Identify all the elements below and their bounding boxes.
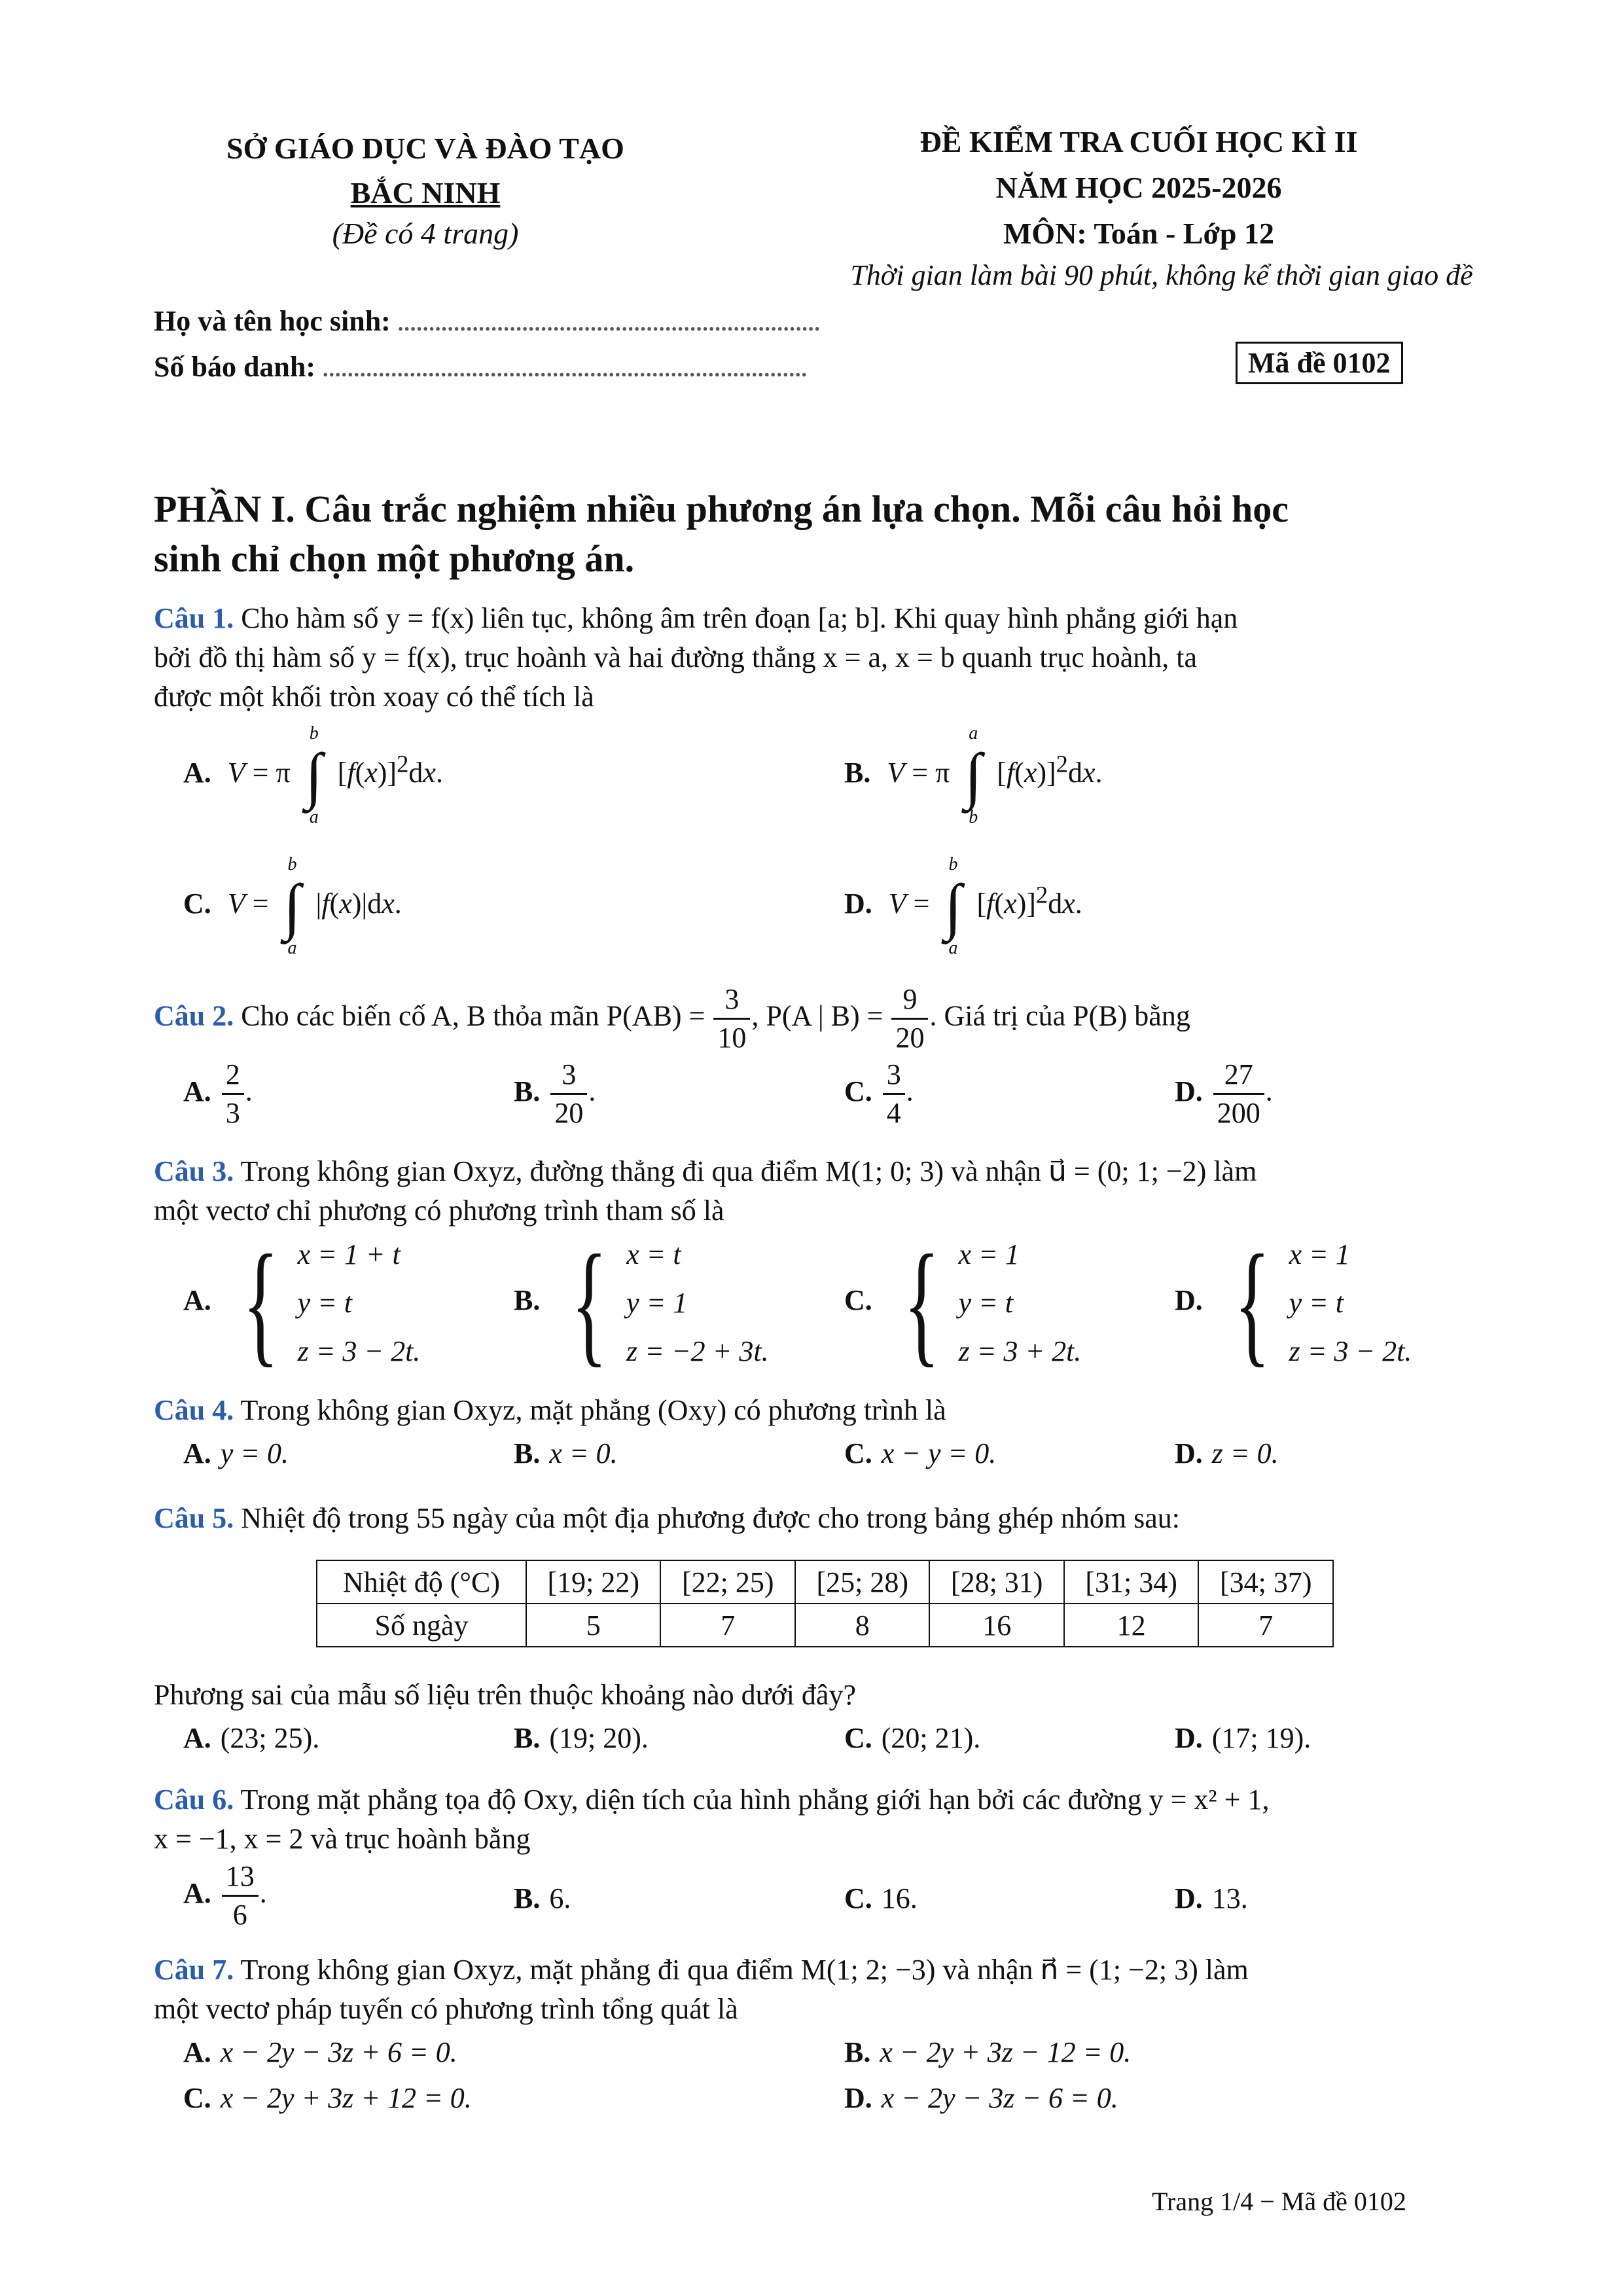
option-letter: C.	[844, 1284, 872, 1317]
q7-label: Câu 7.	[154, 1954, 234, 1986]
equation-row: x = t	[626, 1238, 681, 1270]
q5-label: Câu 5.	[154, 1502, 234, 1534]
q6-line1: Trong mặt phẳng tọa độ Oxy, diện tích của hình phẳng giới hạn bởi các đường y = x² + 1,	[240, 1784, 1270, 1816]
page-count-note: (Đề có 4 trang)	[332, 217, 519, 250]
q4-label: Câu 4.	[154, 1394, 234, 1426]
option-letter: B.	[844, 2036, 871, 2068]
q4-option-c[interactable]	[844, 1437, 996, 1470]
student-name-label: Họ và tên học sinh:	[154, 305, 391, 337]
option-letter: A.	[183, 1722, 211, 1754]
q7-option-b[interactable]	[844, 2036, 1131, 2069]
fraction	[222, 1060, 244, 1128]
option-text: 13.	[1211, 1882, 1248, 1914]
q7-line2: một vectơ pháp tuyến có phương trình tổng quát là	[154, 1993, 738, 2025]
numerator: 27	[1213, 1060, 1264, 1095]
q2-option-b[interactable]: B. $\frac{3}{20}$ .	[514, 1058, 596, 1129]
q2-fraction-2	[891, 985, 928, 1052]
integral-icon: a ∫ b	[965, 723, 982, 827]
numerator: 3	[550, 1060, 587, 1095]
exam-title: ĐỀ KIỂM TRA CUỐI HỌC KÌ II	[919, 125, 1358, 158]
student-name-dots: ....................................................................	[397, 312, 821, 336]
brace-icon: {	[571, 1227, 608, 1379]
fraction	[1213, 1060, 1264, 1128]
q7-option-c[interactable]	[183, 2081, 472, 2115]
q3-line1: Trong không gian Oxyz, đường thẳng đi qua điểm M(1; 0; 3) và nhận u⃗ = (0; 1; −2) làm	[240, 1155, 1257, 1187]
numerator: 2	[222, 1060, 244, 1095]
q3-option-c[interactable]	[844, 1227, 1082, 1379]
exam-code-box: Mã đề 0102	[1236, 342, 1403, 384]
option-letter: B.	[514, 1722, 541, 1754]
q2-option-c[interactable]: C. $\frac{3}{4}$ .	[844, 1058, 914, 1129]
option-letter: A.	[183, 1876, 211, 1909]
table-cell: 16	[929, 1604, 1063, 1647]
page-footer: Trang 1/4 − Mã đề 0102	[1152, 2187, 1406, 2216]
q6-option-c[interactable]	[844, 1882, 918, 1915]
option-letter: A.	[183, 1437, 211, 1469]
denominator: 20	[895, 1022, 925, 1054]
option-text: (20; 21).	[881, 1722, 981, 1754]
q1-label: Câu 1.	[154, 602, 234, 634]
q6-label: Câu 6.	[154, 1784, 234, 1816]
denominator: 200	[1217, 1097, 1260, 1129]
q1-option-d[interactable]: D. V = b ∫ a $[f(x)]^2dx$.	[844, 854, 1082, 958]
fraction	[883, 1060, 905, 1128]
department-name: SỞ GIÁO DỤC VÀ ĐÀO TẠO	[226, 132, 624, 165]
integral-icon: b ∫ a	[283, 854, 301, 958]
equation-row: z = 3 − 2t.	[1289, 1335, 1412, 1367]
question-6	[154, 1780, 1269, 1859]
option-text: x − y = 0.	[881, 1437, 997, 1469]
option-letter: B.	[514, 1284, 541, 1317]
equation-row: z = 3 + 2t.	[958, 1335, 1082, 1367]
q7-option-d[interactable]	[844, 2081, 1118, 2115]
frequency-table	[316, 1560, 1334, 1647]
part1-title	[154, 484, 1528, 584]
equation-row: y = 1	[626, 1287, 688, 1319]
option-letter: A.	[183, 1284, 211, 1317]
numerator: 9	[891, 985, 928, 1020]
equation-system	[228, 1227, 421, 1379]
part1-title-line1: PHẦN I. Câu trắc nghiệm nhiều phương án lựa chọn. Mỗi câu hỏi học	[154, 488, 1289, 530]
option-letter: D.	[1175, 1075, 1203, 1107]
student-id-dots: ..............................................................................	[323, 357, 808, 382]
denominator: 20	[554, 1097, 584, 1129]
option-text: z = 0.	[1211, 1437, 1279, 1469]
option-text: y = 0.	[220, 1437, 289, 1469]
q2-text-a: Cho các biến cố A, B thỏa mãn P(AB) =	[241, 999, 705, 1032]
q1-line3: được một khối tròn xoay có thể tích là	[154, 681, 594, 713]
equation-row: z = −2 + 3t.	[626, 1335, 769, 1367]
q2-option-d[interactable]: D. $\frac{27}{200}$ .	[1175, 1058, 1273, 1129]
option-text: 6.	[549, 1882, 571, 1914]
q3-option-a[interactable]	[183, 1227, 421, 1379]
option-letter: A.	[183, 1075, 211, 1107]
q5-option-c[interactable]	[844, 1721, 980, 1755]
option-letter: B.	[514, 1075, 541, 1107]
student-id-label: Số báo danh:	[154, 351, 316, 383]
equation-row: y = t	[297, 1287, 353, 1319]
table-row	[317, 1604, 1333, 1647]
q3-label: Câu 3.	[154, 1155, 234, 1187]
denominator: 3	[225, 1097, 240, 1129]
fraction	[222, 1862, 259, 1929]
table-cell: Số ngày	[317, 1604, 526, 1647]
q6-line2: x = −1, x = 2 và trục hoành bằng	[154, 1823, 531, 1855]
option-text: (19; 20).	[549, 1722, 649, 1754]
equation-row: y = t	[958, 1287, 1014, 1319]
option-text: x − 2y + 3z − 12 = 0.	[880, 2036, 1132, 2068]
option-letter: C.	[844, 1722, 872, 1754]
q4-option-b[interactable]	[514, 1437, 618, 1470]
equation-system	[556, 1227, 769, 1379]
option-text: x − 2y − 3z − 6 = 0.	[881, 2082, 1118, 2114]
q2-option-a[interactable]: A. $\frac{2}{3}$ .	[183, 1058, 253, 1129]
question-1	[154, 599, 1238, 717]
option-letter: D.	[1175, 1437, 1203, 1469]
option-text: x − 2y − 3z + 6 = 0.	[220, 2036, 457, 2068]
q2-label: Câu 2.	[154, 999, 234, 1032]
student-name-row	[154, 304, 821, 338]
q4-option-d[interactable]	[1175, 1437, 1279, 1470]
integral-icon: b ∫ a	[944, 854, 962, 958]
table-cell: 7	[660, 1604, 794, 1647]
q3-option-d[interactable]	[1175, 1227, 1412, 1379]
option-text: (23; 25).	[220, 1722, 320, 1754]
numerator: 3	[883, 1060, 905, 1095]
option-letter: B.	[514, 1882, 541, 1914]
equation-system	[1219, 1227, 1412, 1379]
option-letter: B.	[844, 757, 871, 789]
q6-option-d[interactable]	[1175, 1882, 1248, 1915]
q1-option-b[interactable]: B. V = π a ∫ b $[f(x)]^2dx$.	[844, 723, 1103, 827]
equation-row: y = t	[1289, 1287, 1344, 1319]
q7-option-a[interactable]	[183, 2036, 457, 2069]
equation-row: x = 1	[1289, 1238, 1350, 1270]
option-letter: D.	[1175, 1882, 1203, 1914]
question-4	[154, 1391, 946, 1430]
option-letter: B.	[514, 1437, 541, 1469]
question-5	[154, 1499, 1180, 1538]
school-year: NĂM HỌC 2025-2026	[995, 171, 1282, 204]
numerator: 3	[713, 985, 750, 1020]
table-cell: 7	[1198, 1604, 1333, 1647]
brace-icon: {	[903, 1227, 940, 1379]
table-cell: 5	[526, 1604, 660, 1647]
fraction	[550, 1060, 587, 1128]
question-3	[154, 1152, 1257, 1230]
q5-option-a[interactable]	[183, 1721, 319, 1755]
q2-text-c: . Giá trị của P(B) bằng	[929, 999, 1190, 1032]
brace-icon: {	[1234, 1227, 1270, 1379]
table-cell: [22; 25)	[660, 1560, 794, 1604]
q2-fraction-1	[713, 985, 750, 1052]
table-cell: [25; 28)	[795, 1560, 929, 1604]
option-letter: D.	[844, 2082, 872, 2114]
option-letter: A.	[183, 757, 211, 789]
equation-row: x = 1 + t	[297, 1238, 401, 1270]
q1-option-c[interactable]: C. V = b ∫ a |f(x)|dx.	[183, 854, 402, 958]
option-text: (17; 19).	[1211, 1722, 1311, 1754]
q1-line2: bởi đồ thị hàm số y = f(x), trục hoành và hai đường thẳng x = a, x = b quanh trục hoành, ta	[154, 641, 1198, 673]
q5-option-d[interactable]	[1175, 1721, 1311, 1755]
province-name: BẮC NINH	[350, 176, 501, 209]
question-2	[154, 985, 1190, 1052]
q6-option-a[interactable]: A. $\frac{13}{6}$ .	[183, 1860, 267, 1931]
option-letter: D.	[1175, 1284, 1203, 1317]
integral-icon: b ∫ a	[305, 723, 323, 827]
equation-row: z = 3 − 2t.	[297, 1335, 421, 1367]
q6-option-b[interactable]	[514, 1882, 571, 1915]
question-7	[154, 1950, 1249, 2029]
table-cell: [31; 34)	[1064, 1560, 1198, 1604]
table-cell: [34; 37)	[1198, 1560, 1333, 1604]
table-cell: [28; 31)	[929, 1560, 1063, 1604]
student-id-row	[154, 350, 808, 384]
q1-option-a[interactable]: A. V = π b ∫ a $[f(x)]^2dx$.	[183, 723, 443, 827]
table-cell: Nhiệt độ (°C)	[317, 1560, 526, 1604]
table-cell: 12	[1064, 1604, 1198, 1647]
option-letter: C.	[844, 1075, 872, 1107]
q5-after-text: Phương sai của mẫu số liệu trên thuộc khoảng nào dưới đây?	[154, 1679, 856, 1711]
time-limit-note: Thời gian làm bài 90 phút, không kể thời gian giao đề	[850, 259, 1473, 291]
q4-option-a[interactable]	[183, 1437, 289, 1470]
q4-text: Trong không gian Oxyz, mặt phẳng (Oxy) có phương trình là	[240, 1394, 946, 1426]
denominator: 6	[232, 1899, 247, 1931]
table-cell: [19; 22)	[526, 1560, 660, 1604]
q5-option-b[interactable]	[514, 1721, 649, 1755]
denominator: 4	[886, 1097, 901, 1129]
option-letter: D.	[1175, 1722, 1203, 1754]
option-letter: A.	[183, 2036, 211, 2068]
option-text: x − 2y + 3z + 12 = 0.	[220, 2082, 472, 2114]
numerator: 13	[222, 1862, 259, 1897]
option-letter: D.	[844, 888, 872, 920]
option-letter: C.	[844, 1882, 872, 1914]
q2-text-b: , P(A | B) =	[751, 999, 883, 1032]
option-text: 16.	[881, 1882, 918, 1914]
denominator: 10	[717, 1022, 747, 1054]
subject-line: MÔN: Toán - Lớp 12	[1003, 217, 1274, 250]
option-text: x = 0.	[549, 1437, 618, 1469]
table-cell: 8	[795, 1604, 929, 1647]
option-letter: C.	[844, 1437, 872, 1469]
brace-icon: {	[242, 1227, 279, 1379]
equation-system	[889, 1227, 1082, 1379]
part1-title-line2: sinh chỉ chọn một phương án.	[154, 537, 635, 580]
option-letter: C.	[183, 888, 211, 920]
q5-text: Nhiệt độ trong 55 ngày của một địa phương được cho trong bảng ghép nhóm sau:	[241, 1502, 1180, 1534]
q3-line2: một vectơ chỉ phương có phương trình tham số là	[154, 1194, 724, 1227]
q7-line1: Trong không gian Oxyz, mặt phẳng đi qua điểm M(1; 2; −3) và nhận n⃗ = (1; −2; 3) làm	[240, 1954, 1249, 1986]
q3-option-b[interactable]	[514, 1227, 769, 1379]
table-header-row	[317, 1560, 1333, 1604]
equation-row: x = 1	[958, 1238, 1020, 1270]
option-letter: C.	[183, 2082, 211, 2114]
q1-line1: Cho hàm số y = f(x) liên tục, không âm trên đoạn [a; b]. Khi quay hình phẳng giới hạn	[241, 602, 1238, 634]
